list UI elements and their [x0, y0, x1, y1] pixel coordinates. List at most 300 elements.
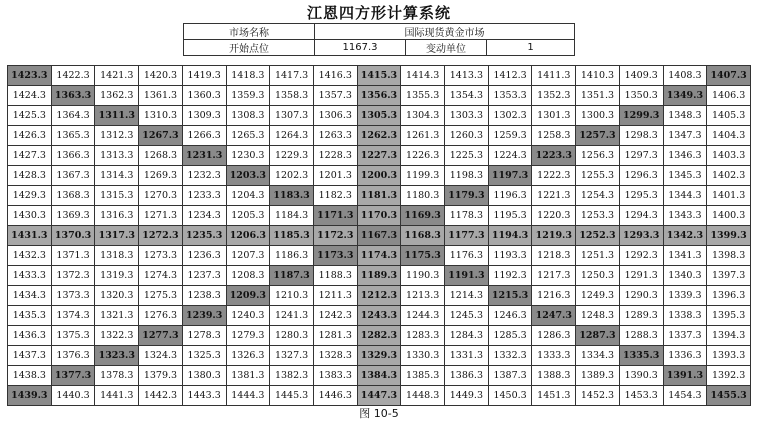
grid-cell: 1348.3: [663, 106, 707, 126]
grid-cell: 1363.3: [51, 86, 95, 106]
grid-cell: 1288.3: [619, 326, 663, 346]
grid-cell: 1391.3: [663, 366, 707, 386]
grid-cell: 1315.3: [95, 186, 139, 206]
grid-cell: 1373.3: [51, 286, 95, 306]
change-unit-label: 变动单位: [406, 40, 487, 56]
grid-row: [8, 306, 751, 326]
grid-cell: 1401.3: [707, 186, 751, 206]
grid-cell: 1201.3: [313, 166, 357, 186]
grid-cell: 1256.3: [576, 146, 620, 166]
start-point-value: 1167.3: [315, 40, 406, 56]
grid-row: [8, 146, 751, 166]
grid-cell: 1313.3: [95, 146, 139, 166]
grid-cell: 1321.3: [95, 306, 139, 326]
grid-cell: 1269.3: [139, 166, 183, 186]
grid-cell: 1197.3: [488, 166, 532, 186]
grid-cell: 1354.3: [445, 86, 489, 106]
grid-cell: 1191.3: [445, 266, 489, 286]
grid-cell: 1419.3: [182, 66, 226, 86]
grid-cell: 1325.3: [182, 346, 226, 366]
grid-cell: 1259.3: [488, 126, 532, 146]
grid-cell: 1400.3: [707, 206, 751, 226]
grid-cell: 1266.3: [182, 126, 226, 146]
grid-cell: 1441.3: [95, 386, 139, 406]
grid-cell: 1203.3: [226, 166, 270, 186]
grid-row: [8, 126, 751, 146]
grid-cell: 1304.3: [401, 106, 445, 126]
grid-cell: 1355.3: [401, 86, 445, 106]
grid-row: [8, 326, 751, 346]
grid-cell: 1294.3: [619, 206, 663, 226]
grid-cell: 1415.3: [357, 66, 401, 86]
grid-cell: 1347.3: [663, 126, 707, 146]
grid-cell: 1358.3: [270, 86, 314, 106]
figure-caption: 图 10-5: [359, 407, 399, 420]
grid-cell: 1439.3: [8, 386, 52, 406]
grid-cell: 1320.3: [95, 286, 139, 306]
grid-cell: 1177.3: [445, 226, 489, 246]
grid-row: [8, 266, 751, 286]
grid-cell: 1210.3: [270, 286, 314, 306]
grid-cell: 1342.3: [663, 226, 707, 246]
grid-cell: 1170.3: [357, 206, 401, 226]
grid-cell: 1444.3: [226, 386, 270, 406]
grid-cell: 1267.3: [139, 126, 183, 146]
grid-cell: 1311.3: [95, 106, 139, 126]
grid-cell: 1424.3: [8, 86, 52, 106]
grid-cell: 1278.3: [182, 326, 226, 346]
grid-cell: 1371.3: [51, 246, 95, 266]
grid-cell: 1196.3: [488, 186, 532, 206]
grid-cell: 1308.3: [226, 106, 270, 126]
grid-cell: 1228.3: [313, 146, 357, 166]
grid-cell: 1185.3: [270, 226, 314, 246]
change-unit-value: 1: [487, 40, 575, 56]
grid-cell: 1357.3: [313, 86, 357, 106]
grid-cell: 1215.3: [488, 286, 532, 306]
grid-cell: 1403.3: [707, 146, 751, 166]
grid-cell: 1339.3: [663, 286, 707, 306]
grid-cell: 1230.3: [226, 146, 270, 166]
grid-cell: 1328.3: [313, 346, 357, 366]
grid-cell: 1331.3: [445, 346, 489, 366]
grid-cell: 1263.3: [313, 126, 357, 146]
grid-cell: 1445.3: [270, 386, 314, 406]
grid-cell: 1406.3: [707, 86, 751, 106]
grid-cell: 1255.3: [576, 166, 620, 186]
grid-cell: 1200.3: [357, 166, 401, 186]
grid-cell: 1318.3: [95, 246, 139, 266]
grid-cell: 1227.3: [357, 146, 401, 166]
grid-cell: 1194.3: [488, 226, 532, 246]
grid-cell: 1211.3: [313, 286, 357, 306]
grid-row: [8, 66, 751, 86]
grid-cell: 1402.3: [707, 166, 751, 186]
grid-cell: 1352.3: [532, 86, 576, 106]
grid-cell: 1206.3: [226, 226, 270, 246]
grid-cell: 1440.3: [51, 386, 95, 406]
grid-cell: 1277.3: [139, 326, 183, 346]
grid-cell: 1413.3: [445, 66, 489, 86]
grid-cell: 1172.3: [313, 226, 357, 246]
grid-cell: 1447.3: [357, 386, 401, 406]
grid-cell: 1167.3: [357, 226, 401, 246]
grid-row: [8, 246, 751, 266]
grid-row: [8, 386, 751, 406]
grid-cell: 1221.3: [532, 186, 576, 206]
grid-cell: 1385.3: [401, 366, 445, 386]
grid-cell: 1448.3: [401, 386, 445, 406]
grid-cell: 1258.3: [532, 126, 576, 146]
grid-row: [8, 166, 751, 186]
grid-cell: 1174.3: [357, 246, 401, 266]
grid-cell: 1335.3: [619, 346, 663, 366]
grid-cell: 1362.3: [95, 86, 139, 106]
grid-cell: 1289.3: [619, 306, 663, 326]
grid-cell: 1356.3: [357, 86, 401, 106]
grid-cell: 1449.3: [445, 386, 489, 406]
grid-cell: 1360.3: [182, 86, 226, 106]
grid-cell: 1198.3: [445, 166, 489, 186]
grid-cell: 1168.3: [401, 226, 445, 246]
grid-cell: 1195.3: [488, 206, 532, 226]
grid-cell: 1202.3: [270, 166, 314, 186]
grid-cell: 1225.3: [445, 146, 489, 166]
page-title: 江恩四方形计算系统: [306, 4, 451, 22]
grid-cell: 1209.3: [226, 286, 270, 306]
grid-cell: 1243.3: [357, 306, 401, 326]
grid-cell: 1397.3: [707, 266, 751, 286]
grid-cell: 1175.3: [401, 246, 445, 266]
grid-cell: 1222.3: [532, 166, 576, 186]
grid-cell: 1427.3: [8, 146, 52, 166]
market-name-label: 市场名称: [184, 24, 315, 40]
grid-cell: 1245.3: [445, 306, 489, 326]
grid-cell: 1327.3: [270, 346, 314, 366]
grid-cell: 1181.3: [357, 186, 401, 206]
grid-cell: 1231.3: [182, 146, 226, 166]
grid-cell: 1274.3: [139, 266, 183, 286]
grid-cell: 1286.3: [532, 326, 576, 346]
grid-cell: 1234.3: [182, 206, 226, 226]
grid-cell: 1232.3: [182, 166, 226, 186]
grid-cell: 1187.3: [270, 266, 314, 286]
grid-cell: 1453.3: [619, 386, 663, 406]
grid-row: [8, 186, 751, 206]
grid-cell: 1270.3: [139, 186, 183, 206]
grid-cell: 1322.3: [95, 326, 139, 346]
grid-cell: 1235.3: [182, 226, 226, 246]
grid-cell: 1395.3: [707, 306, 751, 326]
grid-cell: 1349.3: [663, 86, 707, 106]
grid-cell: 1388.3: [532, 366, 576, 386]
grid-cell: 1390.3: [619, 366, 663, 386]
grid-cell: 1237.3: [182, 266, 226, 286]
grid-cell: 1249.3: [576, 286, 620, 306]
grid-cell: 1300.3: [576, 106, 620, 126]
grid-cell: 1182.3: [313, 186, 357, 206]
grid-cell: 1368.3: [51, 186, 95, 206]
grid-cell: 1370.3: [51, 226, 95, 246]
grid-cell: 1405.3: [707, 106, 751, 126]
grid-cell: 1205.3: [226, 206, 270, 226]
grid-cell: 1295.3: [619, 186, 663, 206]
grid-cell: 1411.3: [532, 66, 576, 86]
grid-cell: 1171.3: [313, 206, 357, 226]
grid-cell: 1353.3: [488, 86, 532, 106]
grid-cell: 1438.3: [8, 366, 52, 386]
grid-cell: 1345.3: [663, 166, 707, 186]
grid-cell: 1292.3: [619, 246, 663, 266]
grid-cell: 1283.3: [401, 326, 445, 346]
grid-cell: 1443.3: [182, 386, 226, 406]
grid-cell: 1280.3: [270, 326, 314, 346]
grid-cell: 1452.3: [576, 386, 620, 406]
grid-cell: 1344.3: [663, 186, 707, 206]
grid-cell: 1417.3: [270, 66, 314, 86]
grid-cell: 1377.3: [51, 366, 95, 386]
grid-cell: 1310.3: [139, 106, 183, 126]
grid-cell: 1392.3: [707, 366, 751, 386]
grid-cell: 1407.3: [707, 66, 751, 86]
grid-cell: 1309.3: [182, 106, 226, 126]
grid-cell: 1287.3: [576, 326, 620, 346]
grid-cell: 1323.3: [95, 346, 139, 366]
grid-cell: 1297.3: [619, 146, 663, 166]
grid-cell: 1254.3: [576, 186, 620, 206]
grid-cell: 1224.3: [488, 146, 532, 166]
grid-cell: 1365.3: [51, 126, 95, 146]
grid-cell: 1428.3: [8, 166, 52, 186]
grid-cell: 1208.3: [226, 266, 270, 286]
grid-cell: 1369.3: [51, 206, 95, 226]
grid-cell: 1334.3: [576, 346, 620, 366]
grid-cell: 1455.3: [707, 386, 751, 406]
grid-cell: 1246.3: [488, 306, 532, 326]
grid-cell: 1178.3: [445, 206, 489, 226]
grid-cell: 1431.3: [8, 226, 52, 246]
grid-cell: 1421.3: [95, 66, 139, 86]
grid-cell: 1386.3: [445, 366, 489, 386]
grid-cell: 1379.3: [139, 366, 183, 386]
grid-cell: 1244.3: [401, 306, 445, 326]
grid-cell: 1437.3: [8, 346, 52, 366]
grid-cell: 1271.3: [139, 206, 183, 226]
grid-cell: 1257.3: [576, 126, 620, 146]
grid-cell: 1412.3: [488, 66, 532, 86]
grid-cell: 1330.3: [401, 346, 445, 366]
start-point-label: 开始点位: [184, 40, 315, 56]
grid-cell: 1213.3: [401, 286, 445, 306]
grid-cell: 1366.3: [51, 146, 95, 166]
grid-cell: 1239.3: [182, 306, 226, 326]
grid-cell: 1207.3: [226, 246, 270, 266]
grid-cell: 1298.3: [619, 126, 663, 146]
grid-cell: 1442.3: [139, 386, 183, 406]
grid-cell: 1332.3: [488, 346, 532, 366]
grid-cell: 1226.3: [401, 146, 445, 166]
grid-cell: 1396.3: [707, 286, 751, 306]
grid-row: [8, 226, 751, 246]
grid-cell: 1188.3: [313, 266, 357, 286]
grid-cell: 1416.3: [313, 66, 357, 86]
grid-cell: 1265.3: [226, 126, 270, 146]
grid-cell: 1268.3: [139, 146, 183, 166]
grid-cell: 1410.3: [576, 66, 620, 86]
grid-row: [8, 106, 751, 126]
grid-row: [8, 286, 751, 306]
grid-cell: 1285.3: [488, 326, 532, 346]
grid-cell: 1341.3: [663, 246, 707, 266]
info-row-start: [184, 40, 575, 56]
grid-cell: 1261.3: [401, 126, 445, 146]
grid-cell: 1192.3: [488, 266, 532, 286]
grid-cell: 1307.3: [270, 106, 314, 126]
grid-cell: 1425.3: [8, 106, 52, 126]
grid-cell: 1190.3: [401, 266, 445, 286]
grid-cell: 1248.3: [576, 306, 620, 326]
grid-cell: 1380.3: [182, 366, 226, 386]
grid-cell: 1293.3: [619, 226, 663, 246]
market-name-value: 国际现货黄金市场: [315, 24, 575, 40]
grid-cell: 1299.3: [619, 106, 663, 126]
grid-cell: 1264.3: [270, 126, 314, 146]
grid-cell: 1333.3: [532, 346, 576, 366]
grid-cell: 1378.3: [95, 366, 139, 386]
grid-cell: 1223.3: [532, 146, 576, 166]
grid-cell: 1446.3: [313, 386, 357, 406]
grid-cell: 1317.3: [95, 226, 139, 246]
grid-cell: 1212.3: [357, 286, 401, 306]
grid-cell: 1338.3: [663, 306, 707, 326]
grid-cell: 1337.3: [663, 326, 707, 346]
grid-cell: 1383.3: [313, 366, 357, 386]
grid-cell: 1372.3: [51, 266, 95, 286]
grid-cell: 1374.3: [51, 306, 95, 326]
grid-cell: 1233.3: [182, 186, 226, 206]
grid-cell: 1414.3: [401, 66, 445, 86]
grid-cell: 1184.3: [270, 206, 314, 226]
grid-cell: 1217.3: [532, 266, 576, 286]
grid-row: [8, 206, 751, 226]
grid-cell: 1351.3: [576, 86, 620, 106]
grid-cell: 1242.3: [313, 306, 357, 326]
grid-cell: 1183.3: [270, 186, 314, 206]
grid-cell: 1279.3: [226, 326, 270, 346]
grid-cell: 1454.3: [663, 386, 707, 406]
info-row-market: [184, 24, 575, 40]
grid-cell: 1364.3: [51, 106, 95, 126]
grid-cell: 1219.3: [532, 226, 576, 246]
grid-cell: 1214.3: [445, 286, 489, 306]
grid-cell: 1252.3: [576, 226, 620, 246]
grid-cell: 1176.3: [445, 246, 489, 266]
grid-cell: 1324.3: [139, 346, 183, 366]
grid-cell: 1426.3: [8, 126, 52, 146]
grid-cell: 1273.3: [139, 246, 183, 266]
grid-cell: 1432.3: [8, 246, 52, 266]
grid-cell: 1329.3: [357, 346, 401, 366]
grid-cell: 1394.3: [707, 326, 751, 346]
grid-cell: 1241.3: [270, 306, 314, 326]
info-table: [183, 23, 575, 56]
grid-cell: 1430.3: [8, 206, 52, 226]
grid-cell: 1389.3: [576, 366, 620, 386]
grid-cell: 1436.3: [8, 326, 52, 346]
grid-cell: 1409.3: [619, 66, 663, 86]
grid-cell: 1284.3: [445, 326, 489, 346]
grid-row: [8, 366, 751, 386]
grid-cell: 1376.3: [51, 346, 95, 366]
grid-cell: 1326.3: [226, 346, 270, 366]
grid-cell: 1291.3: [619, 266, 663, 286]
grid-cell: 1290.3: [619, 286, 663, 306]
grid-cell: 1186.3: [270, 246, 314, 266]
grid-cell: 1314.3: [95, 166, 139, 186]
grid-cell: 1381.3: [226, 366, 270, 386]
grid-cell: 1262.3: [357, 126, 401, 146]
grid-cell: 1450.3: [488, 386, 532, 406]
grid-cell: 1180.3: [401, 186, 445, 206]
grid-cell: 1312.3: [95, 126, 139, 146]
grid-cell: 1399.3: [707, 226, 751, 246]
grid-cell: 1272.3: [139, 226, 183, 246]
grid-cell: 1336.3: [663, 346, 707, 366]
gann-square-grid: [7, 65, 751, 406]
grid-cell: 1193.3: [488, 246, 532, 266]
grid-cell: 1408.3: [663, 66, 707, 86]
grid-cell: 1420.3: [139, 66, 183, 86]
grid-cell: 1435.3: [8, 306, 52, 326]
grid-cell: 1418.3: [226, 66, 270, 86]
grid-cell: 1433.3: [8, 266, 52, 286]
grid-cell: 1247.3: [532, 306, 576, 326]
grid-cell: 1169.3: [401, 206, 445, 226]
grid-cell: 1346.3: [663, 146, 707, 166]
grid-cell: 1350.3: [619, 86, 663, 106]
grid-cell: 1319.3: [95, 266, 139, 286]
grid-cell: 1204.3: [226, 186, 270, 206]
grid-cell: 1275.3: [139, 286, 183, 306]
grid-cell: 1384.3: [357, 366, 401, 386]
grid-cell: 1301.3: [532, 106, 576, 126]
grid-cell: 1316.3: [95, 206, 139, 226]
grid-cell: 1179.3: [445, 186, 489, 206]
grid-cell: 1343.3: [663, 206, 707, 226]
grid-cell: 1361.3: [139, 86, 183, 106]
grid-cell: 1240.3: [226, 306, 270, 326]
grid-cell: 1218.3: [532, 246, 576, 266]
grid-cell: 1451.3: [532, 386, 576, 406]
grid-cell: 1253.3: [576, 206, 620, 226]
grid-cell: 1340.3: [663, 266, 707, 286]
grid-cell: 1220.3: [532, 206, 576, 226]
grid-cell: 1434.3: [8, 286, 52, 306]
grid-cell: 1173.3: [313, 246, 357, 266]
grid-cell: 1393.3: [707, 346, 751, 366]
grid-cell: 1216.3: [532, 286, 576, 306]
grid-cell: 1404.3: [707, 126, 751, 146]
grid-cell: 1422.3: [51, 66, 95, 86]
grid-cell: 1281.3: [313, 326, 357, 346]
grid-cell: 1238.3: [182, 286, 226, 306]
grid-cell: 1387.3: [488, 366, 532, 386]
grid-cell: 1382.3: [270, 366, 314, 386]
grid-cell: 1423.3: [8, 66, 52, 86]
grid-row: [8, 86, 751, 106]
grid-cell: 1199.3: [401, 166, 445, 186]
grid-cell: 1367.3: [51, 166, 95, 186]
